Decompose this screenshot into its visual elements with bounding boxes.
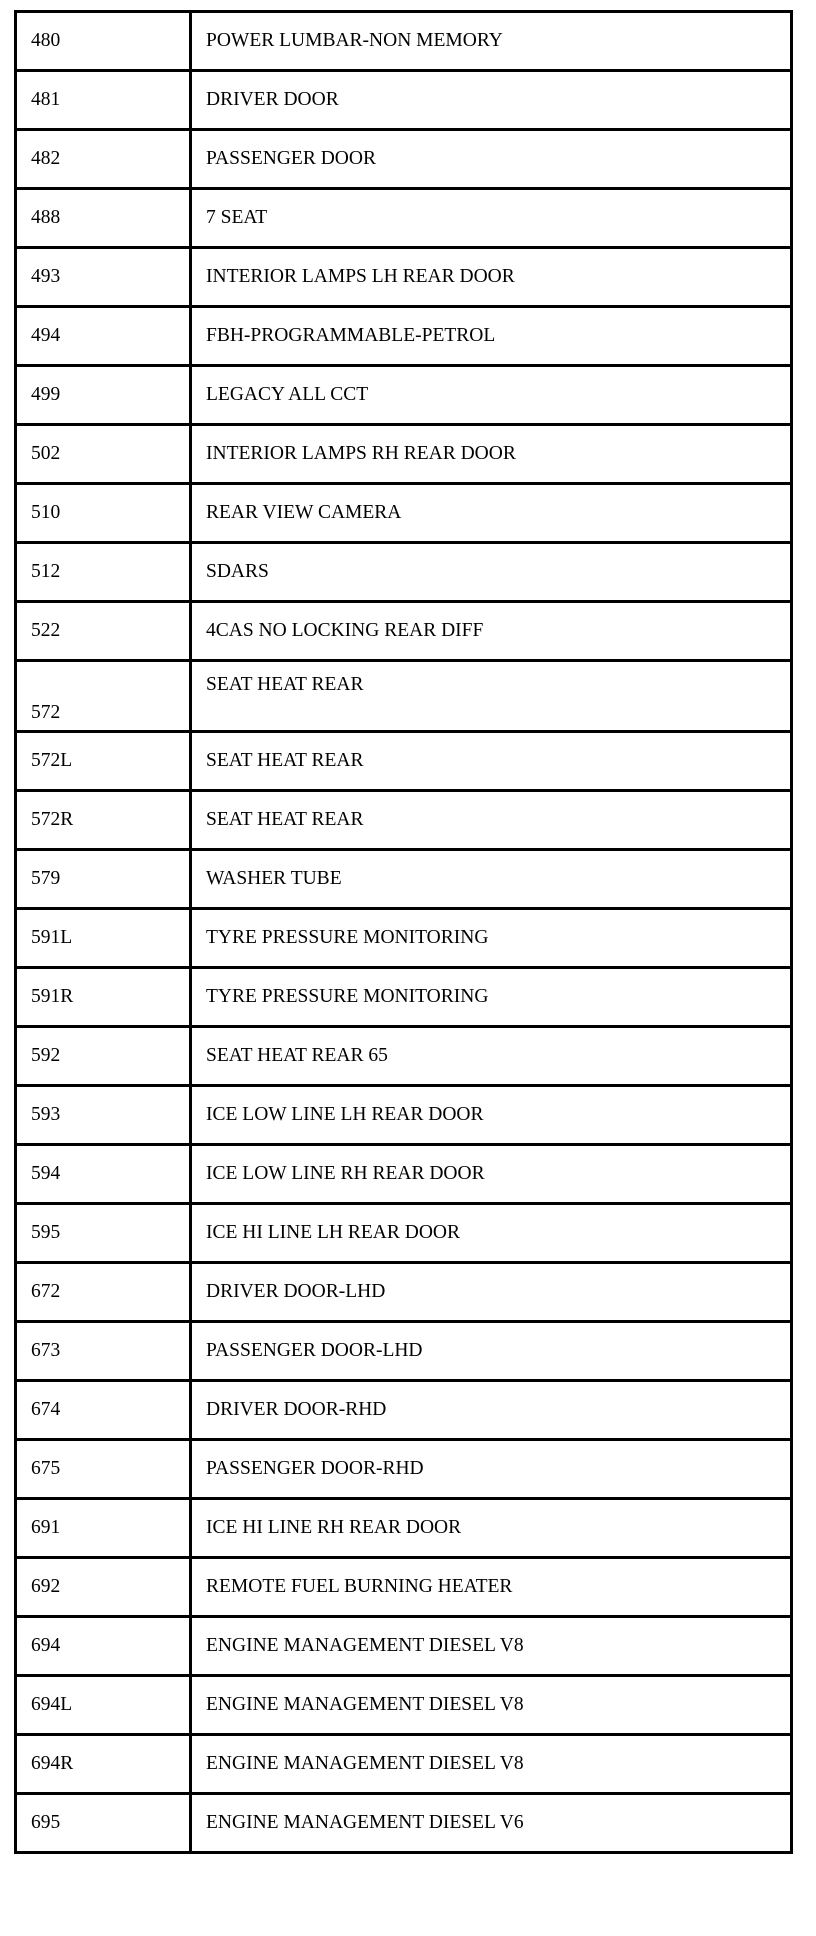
table-row [16, 1558, 792, 1617]
table-row [16, 71, 792, 130]
table-row [16, 1676, 792, 1735]
code-cell: 591R [16, 968, 191, 1027]
code-cell: 502 [16, 425, 191, 484]
code-cell: 593 [16, 1086, 191, 1145]
description-cell: 7 SEAT [191, 189, 792, 248]
table-row [16, 732, 792, 791]
description-cell: 4CAS NO LOCKING REAR DIFF [191, 602, 792, 661]
description-cell: PASSENGER DOOR-LHD [191, 1322, 792, 1381]
table-row [16, 366, 792, 425]
code-cell: 522 [16, 602, 191, 661]
code-cell: 694L [16, 1676, 191, 1735]
code-cell: 572 [16, 661, 191, 732]
description-cell: LEGACY ALL CCT [191, 366, 792, 425]
code-cell: 480 [16, 12, 191, 71]
description-cell: ENGINE MANAGEMENT DIESEL V8 [191, 1617, 792, 1676]
code-cell: 674 [16, 1381, 191, 1440]
code-cell: 694R [16, 1735, 191, 1794]
description-cell: SEAT HEAT REAR 65 [191, 1027, 792, 1086]
table-row [16, 1794, 792, 1853]
description-cell: DRIVER DOOR-LHD [191, 1263, 792, 1322]
description-cell: WASHER TUBE [191, 850, 792, 909]
code-cell: 579 [16, 850, 191, 909]
description-cell: ICE HI LINE LH REAR DOOR [191, 1204, 792, 1263]
description-cell: POWER LUMBAR-NON MEMORY [191, 12, 792, 71]
table-row [16, 307, 792, 366]
description-cell: INTERIOR LAMPS LH REAR DOOR [191, 248, 792, 307]
table-row [16, 1617, 792, 1676]
code-cell: 481 [16, 71, 191, 130]
table-row [16, 1499, 792, 1558]
code-cell: 494 [16, 307, 191, 366]
description-cell: SEAT HEAT REAR [191, 661, 792, 732]
code-cell: 572L [16, 732, 191, 791]
description-cell: TYRE PRESSURE MONITORING [191, 968, 792, 1027]
table-row [16, 543, 792, 602]
table-row [16, 12, 792, 71]
code-cell: 512 [16, 543, 191, 602]
code-cell: 482 [16, 130, 191, 189]
code-cell: 673 [16, 1322, 191, 1381]
code-cell: 493 [16, 248, 191, 307]
description-cell: SEAT HEAT REAR [191, 732, 792, 791]
description-cell: TYRE PRESSURE MONITORING [191, 909, 792, 968]
code-cell: 591L [16, 909, 191, 968]
table-row [16, 248, 792, 307]
description-cell: REAR VIEW CAMERA [191, 484, 792, 543]
description-cell: PASSENGER DOOR [191, 130, 792, 189]
table-body [16, 12, 792, 1853]
description-cell: ENGINE MANAGEMENT DIESEL V8 [191, 1676, 792, 1735]
table-row [16, 850, 792, 909]
table-row [16, 909, 792, 968]
description-cell: INTERIOR LAMPS RH REAR DOOR [191, 425, 792, 484]
code-cell: 510 [16, 484, 191, 543]
table-row [16, 1440, 792, 1499]
table-row [16, 1204, 792, 1263]
description-cell: ICE LOW LINE RH REAR DOOR [191, 1145, 792, 1204]
table-row [16, 968, 792, 1027]
code-cell: 595 [16, 1204, 191, 1263]
table-row [16, 189, 792, 248]
table-row [16, 484, 792, 543]
code-cell: 691 [16, 1499, 191, 1558]
code-cell: 488 [16, 189, 191, 248]
code-cell: 499 [16, 366, 191, 425]
description-cell: SEAT HEAT REAR [191, 791, 792, 850]
description-cell: DRIVER DOOR-RHD [191, 1381, 792, 1440]
description-cell: ENGINE MANAGEMENT DIESEL V8 [191, 1735, 792, 1794]
code-cell: 592 [16, 1027, 191, 1086]
code-cell: 672 [16, 1263, 191, 1322]
code-cell: 675 [16, 1440, 191, 1499]
description-cell: ENGINE MANAGEMENT DIESEL V6 [191, 1794, 792, 1853]
table-row [16, 130, 792, 189]
table-row [16, 1263, 792, 1322]
code-description-table [14, 10, 793, 1854]
table-row [16, 1145, 792, 1204]
description-cell: ICE LOW LINE LH REAR DOOR [191, 1086, 792, 1145]
code-cell: 694 [16, 1617, 191, 1676]
description-cell: FBH-PROGRAMMABLE-PETROL [191, 307, 792, 366]
description-cell: REMOTE FUEL BURNING HEATER [191, 1558, 792, 1617]
table-row [16, 1086, 792, 1145]
description-cell: DRIVER DOOR [191, 71, 792, 130]
code-cell: 695 [16, 1794, 191, 1853]
description-cell: SDARS [191, 543, 792, 602]
table-row [16, 791, 792, 850]
description-cell: ICE HI LINE RH REAR DOOR [191, 1499, 792, 1558]
code-cell: 594 [16, 1145, 191, 1204]
table-row [16, 1381, 792, 1440]
table-row [16, 602, 792, 661]
code-cell: 572R [16, 791, 191, 850]
table-row [16, 1027, 792, 1086]
description-cell: PASSENGER DOOR-RHD [191, 1440, 792, 1499]
table-row [16, 1735, 792, 1794]
table-row [16, 425, 792, 484]
table-row [16, 661, 792, 732]
table-row [16, 1322, 792, 1381]
code-cell: 692 [16, 1558, 191, 1617]
